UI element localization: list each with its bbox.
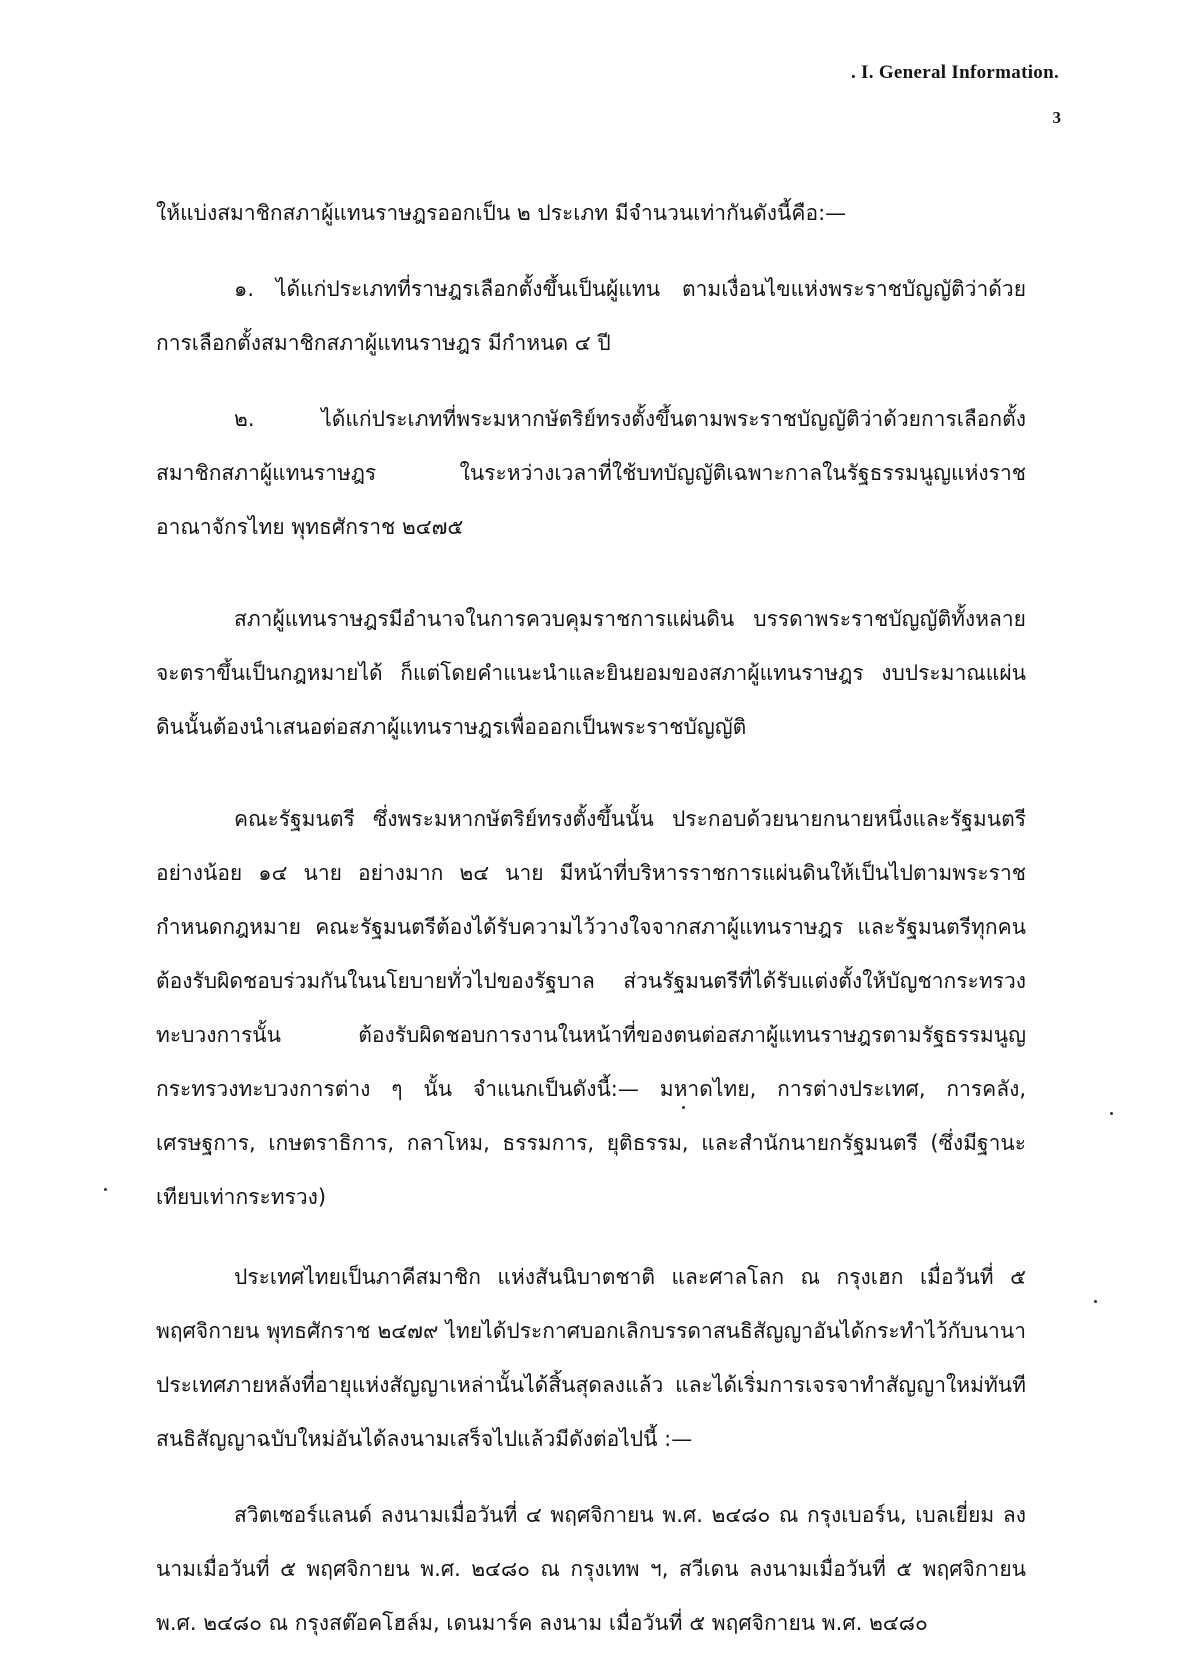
scan-speck [1110,1112,1113,1115]
paragraph-house-composition: ให้แบ่งสมาชิกสภาผู้แทนราษฎรออกเป็น ๒ ประเภท มีจำนวนเท่ากันดังนี้คือ:— [156,201,847,225]
paragraph-treaties: สวิตเซอร์แลนด์ ลงนามเมื่อวันที่ ๔ พฤศจิกายน พ.ศ. ๒๔๘๐ ณ กรุงเบอร์น, เบลเยี่ยม ลงนามเมื่อวันที่ ๕ พฤศจิกายน พ.ศ. ๒๔๘๐ ณ กรุงเทพ ฯ, สวีเดน ลงนามเมื่อวันที่ ๕ พฤศจิกายน พ.ศ. ๒๔๘๐ ณ กรุงสต๊อคโฮล์ม, เดนมาร์ค ลงนาม เมื่อวันที่ ๕ พฤศจิกายน พ.ศ. ๒๔๘๐ [156,1503,1026,1635]
section-title: . I. General Information. [850,62,1059,83]
paragraph-house-powers: สภาผู้แทนราษฎรมีอำนาจในการควบคุมราชการแผ่นดิน บรรดาพระราชบัญญัติทั้งหลายจะตราขึ้นเป็นกฎหมายได้ ก็แต่โดยคำแนะนำและยินยอมของสภาผู้แทนราษฎร งบประมาณแผ่นดินนั้นต้องนำเสนอต่อสภาผู้แทนราษฎรเพื่อออกเป็นพระราชบัญญัติ [156,607,1026,739]
paragraph-council-of-ministers: คณะรัฐมนตรี ซึ่งพระมหากษัตริย์ทรงตั้งขึ้นนั้น ประกอบด้วยนายกนายหนึ่งและรัฐมนตรีอย่างน้อย ๑๔ นาย อย่างมาก ๒๔ นาย มีหน้าที่บริหารราชการแผ่นดินให้เป็นไปตามพระราชกำหนดกฎหมาย คณะรัฐมนตรีต้องได้รับความไว้วางใจจากสภาผู้แทนราษฎร และรัฐมนตรีทุกคนต้องรับผิดชอบร่วมกันในนโยบายทั่วไปของรัฐบาล ส่วนรัฐมนตรีที่ได้รับแต่งตั้งให้บัญชากระทรวงทะบวงการนั้น ต้องรับผิดชอบการงานในหน้าที่ของตนต่อสภาผู้แทนราษฎรตามรัฐธรรมนูญ กระทรวงทะบวงการต่าง ๆ นั้น จำแนกเป็นดังนี้:— มหาดไทย, การต่างประเทศ, การคลัง, เศรษฐการ, เกษตราธิการ, กลาโหม, ธรรมการ, ยุติธรรม, และสำนักนายกรัฐมนตรี (ซึ่งมีฐานะเทียบเท่ากระทรวง) [156,807,1026,1209]
scan-speck [1094,1300,1097,1303]
page-number: 3 [1052,108,1061,127]
body-text [156,186,1026,1650]
scan-speck [104,1188,107,1191]
paragraph-appointed-members: ๒. ได้แก่ประเภทที่พระมหากษัตริย์ทรงตั้งขึ้นตามพระราชบัญญัติว่าด้วยการเลือกตั้งสมาชิกสภาผู้แทนราษฎร ในระหว่างเวลาที่ใช้บทบัญญัติเฉพาะกาลในรัฐธรรมนูญแห่งราชอาณาจักรไทย พุทธศักราช ๒๔๗๕ [156,407,1026,539]
paragraph-elected-members: ๑. ได้แก่ประเภทที่ราษฎรเลือกตั้งขึ้นเป็นผู้แทน ตามเงื่อนไขแห่งพระราชบัญญัติว่าด้วยการเลือกตั้งสมาชิกสภาผู้แทนราษฎร มีกำหนด ๔ ปี [156,277,1026,355]
scan-speck [682,1106,685,1109]
paragraph-foreign-relations: ประเทศไทยเป็นภาคีสมาชิก แห่งสันนิบาตชาติ และศาลโลก ณ กรุงเฮก เมื่อวันที่ ๕ พฤศจิกายน พุทธศักราช ๒๔๗๙ ไทยได้ประกาศบอกเลิกบรรดาสนธิสัญญาอันได้กระทำไว้กับนานาประเทศภายหลังที่อายุแห่งสัญญาเหล่านั้นได้สิ้นสุดลงแล้ว และได้เริ่มการเจรจาทำสัญญาใหม่ทันที สนธิสัญญาฉบับใหม่อันได้ลงนามเสร็จไปแล้วมีดังต่อไปนี้ :— [156,1265,1026,1451]
